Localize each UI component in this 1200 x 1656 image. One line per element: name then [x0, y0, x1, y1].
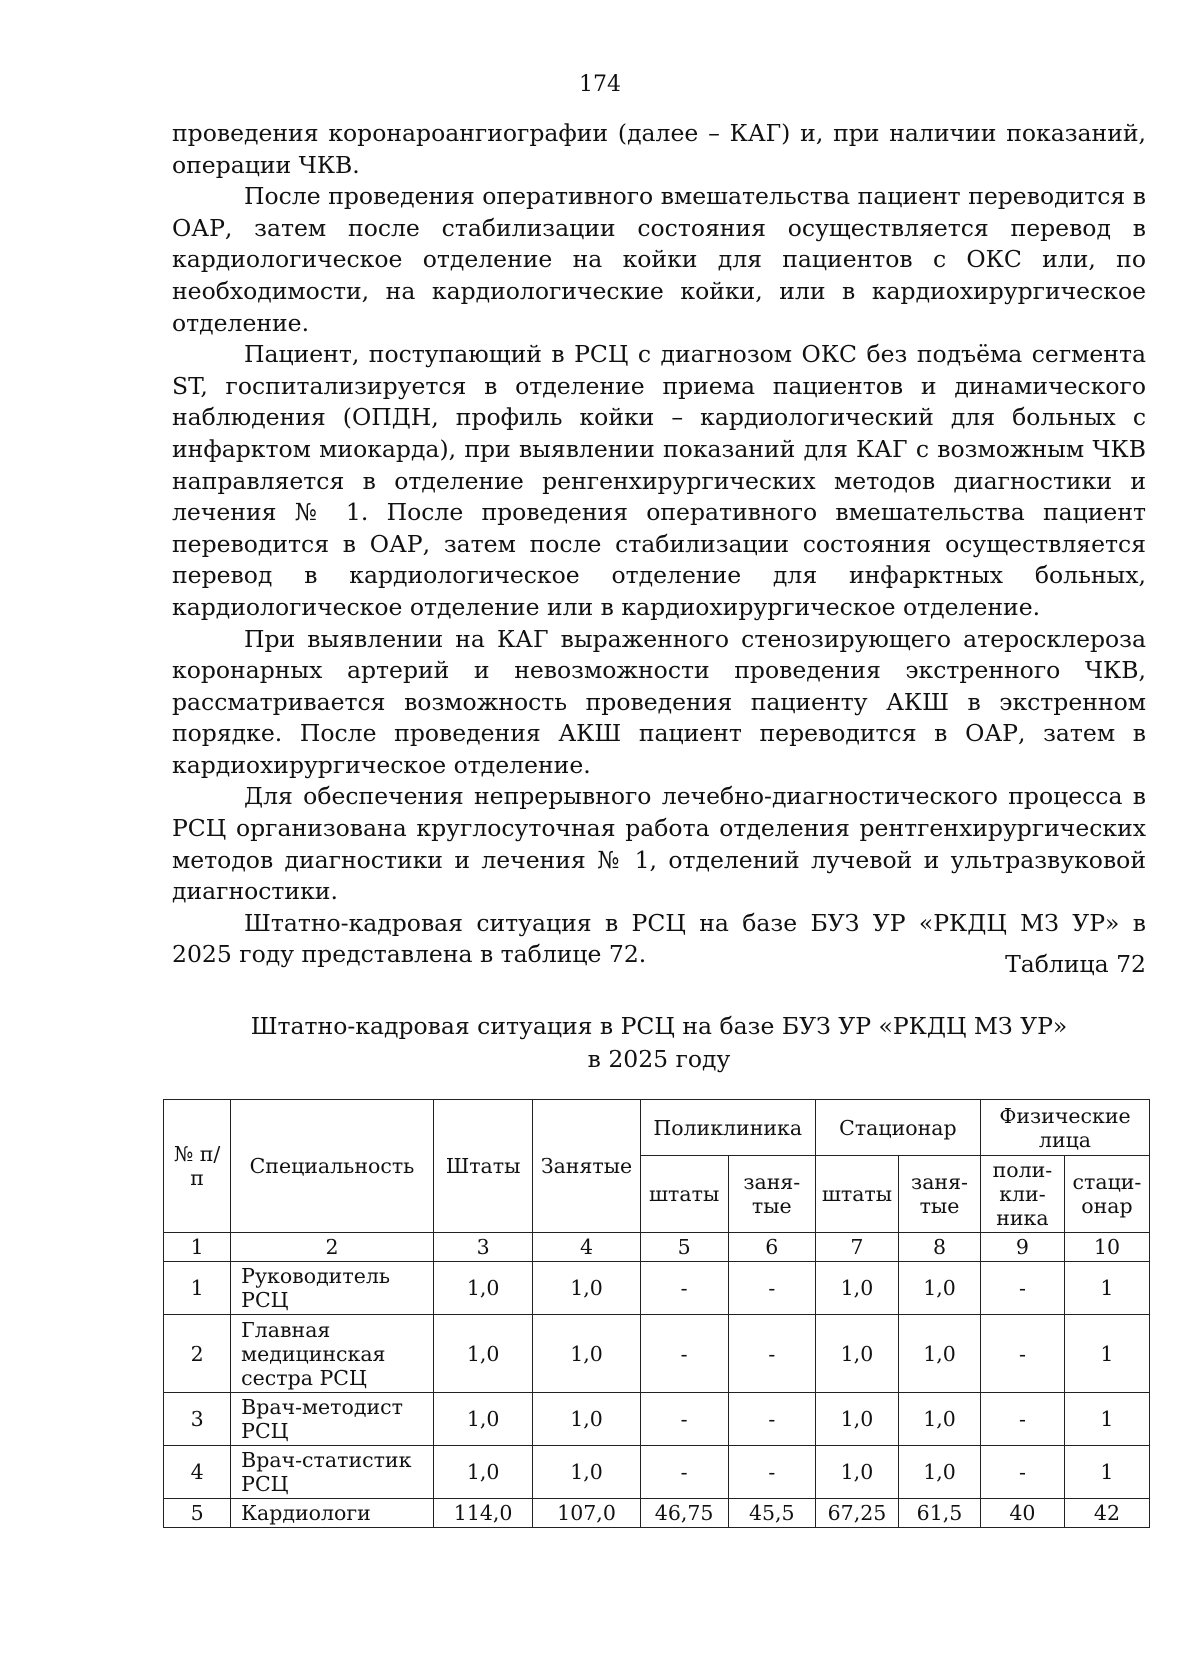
- table-label: Таблица 72: [1005, 950, 1146, 978]
- row-poly-occupied: 45,5: [728, 1499, 815, 1528]
- header-poly-occupied: заня-тые: [728, 1156, 815, 1233]
- header-hosp-staff: штаты: [815, 1156, 898, 1233]
- table-row: [164, 1499, 1150, 1528]
- row-hosp-staff: 1,0: [815, 1446, 898, 1499]
- row-hosp-occupied: 1,0: [899, 1393, 981, 1446]
- paragraph: Для обеспечения непрерывного лечебно-диагностического процесса в РСЦ организована круглосуточная работа отделения рентгенхирургических методов диагностики и лечения № 1, отделений лучевой и ультразвуковой диагностики.: [172, 782, 1146, 906]
- row-ind-poly: -: [980, 1315, 1064, 1393]
- header-hosp-occupied: заня-тые: [899, 1156, 981, 1233]
- row-hosp-staff: 1,0: [815, 1393, 898, 1446]
- column-number: 10: [1064, 1233, 1149, 1262]
- row-poly-occupied: -: [728, 1393, 815, 1446]
- row-staff: 114,0: [433, 1499, 533, 1528]
- row-hosp-occupied: 1,0: [899, 1446, 981, 1499]
- row-specialty: Главная медицинская сестра РСЦ: [231, 1315, 434, 1393]
- column-number: 1: [164, 1233, 231, 1262]
- row-ind-hosp: 1: [1064, 1393, 1149, 1446]
- row-specialty: Врач-статистик РСЦ: [231, 1446, 434, 1499]
- row-staff: 1,0: [433, 1446, 533, 1499]
- row-poly-staff: -: [640, 1393, 728, 1446]
- staffing-table: [163, 1099, 1150, 1528]
- column-number: 8: [899, 1233, 981, 1262]
- row-occupied: 1,0: [533, 1262, 640, 1315]
- column-number-row: [164, 1233, 1150, 1262]
- column-number: 7: [815, 1233, 898, 1262]
- header-ind-poly: поли-кли-ника: [980, 1156, 1064, 1233]
- row-specialty: Кардиологи: [231, 1499, 434, 1528]
- row-ind-hosp: 1: [1064, 1262, 1149, 1315]
- column-number: 3: [433, 1233, 533, 1262]
- column-number: 2: [231, 1233, 434, 1262]
- row-ind-hosp: 1: [1064, 1446, 1149, 1499]
- row-occupied: 107,0: [533, 1499, 640, 1528]
- row-ind-poly: 40: [980, 1499, 1064, 1528]
- row-hosp-staff: 67,25: [815, 1499, 898, 1528]
- row-num: 1: [164, 1262, 231, 1315]
- header-ind-hosp: стаци-онар: [1064, 1156, 1149, 1233]
- header-specialty: Специальность: [231, 1100, 434, 1233]
- row-specialty: Руководитель РСЦ: [231, 1262, 434, 1315]
- row-poly-occupied: -: [728, 1262, 815, 1315]
- paragraph: При выявлении на КАГ выраженного стенозирующего атеросклероза коронарных артерий и невозможности проведения экстренного ЧКВ, рассматривается возможность проведения пациенту АКШ в экстренном порядке. После проведения АКШ пациент переводится в ОАР, затем в кардиохирургическое отделение.: [172, 624, 1146, 779]
- table-row: [164, 1446, 1150, 1499]
- row-ind-poly: -: [980, 1262, 1064, 1315]
- header-poly-staff: штаты: [640, 1156, 728, 1233]
- column-number: 6: [728, 1233, 815, 1262]
- row-poly-staff: -: [640, 1262, 728, 1315]
- row-poly-staff: 46,75: [640, 1499, 728, 1528]
- header-polyclinic: Поликлиника: [640, 1100, 815, 1156]
- row-poly-staff: -: [640, 1446, 728, 1499]
- row-poly-occupied: -: [728, 1446, 815, 1499]
- column-number: 9: [980, 1233, 1064, 1262]
- row-num: 5: [164, 1499, 231, 1528]
- paragraph: После проведения оперативного вмешательства пациент переводится в ОАР, затем после стабилизации состояния осуществляется перевод в кардиологическое отделение на койки для пациентов с ОКС или, по необходимости, на кардиологические койки, или в кардиохирургическое отделение.: [172, 182, 1146, 337]
- row-hosp-staff: 1,0: [815, 1262, 898, 1315]
- row-hosp-staff: 1,0: [815, 1315, 898, 1393]
- row-specialty: Врач-методист РСЦ: [231, 1393, 434, 1446]
- table-row: [164, 1315, 1150, 1393]
- column-number: 4: [533, 1233, 640, 1262]
- table-title-line1: Штатно-кадровая ситуация в РСЦ на базе БУЗ УР «РКДЦ МЗ УР»: [250, 1012, 1068, 1040]
- row-ind-hosp: 1: [1064, 1315, 1149, 1393]
- row-poly-occupied: -: [728, 1315, 815, 1393]
- row-num: 3: [164, 1393, 231, 1446]
- row-staff: 1,0: [433, 1393, 533, 1446]
- row-num: 2: [164, 1315, 231, 1393]
- row-occupied: 1,0: [533, 1446, 640, 1499]
- row-occupied: 1,0: [533, 1315, 640, 1393]
- row-hosp-occupied: 1,0: [899, 1315, 981, 1393]
- row-ind-poly: -: [980, 1393, 1064, 1446]
- row-hosp-occupied: 61,5: [899, 1499, 981, 1528]
- header-individuals: Физические лица: [980, 1100, 1149, 1156]
- paragraph: Пациент, поступающий в РСЦ с диагнозом ОКС без подъёма сегмента ST, госпитализируется в отделение приема пациентов и динамического наблюдения (ОПДН, профиль койки – кардиологический для больных с инфарктом миокарда), при выявлении показаний для КАГ с возможным ЧКВ направляется в отделение ренгенхирургических методов диагностики и лечения № 1. После проведения оперативного вмешательства пациент переводится в ОАР, затем после стабилизации состояния осуществляется перевод в кардиологическое отделение для инфарктных больных, кардиологическое отделение или в кардиохирургическое отделение.: [172, 340, 1146, 621]
- row-ind-poly: -: [980, 1446, 1064, 1499]
- paragraph: проведения коронароангиографии (далее – КАГ) и, при наличии показаний, операции ЧКВ.: [172, 119, 1146, 179]
- row-occupied: 1,0: [533, 1393, 640, 1446]
- row-poly-staff: -: [640, 1315, 728, 1393]
- table-title-line2: в 2025 году: [587, 1045, 731, 1073]
- table-row: [164, 1262, 1150, 1315]
- row-hosp-occupied: 1,0: [899, 1262, 981, 1315]
- column-number: 5: [640, 1233, 728, 1262]
- header-num: № п/п: [164, 1100, 231, 1233]
- table-title: [172, 1010, 1146, 1076]
- header-occupied: Занятые: [533, 1100, 640, 1233]
- row-staff: 1,0: [433, 1262, 533, 1315]
- page-number: 174: [579, 72, 621, 97]
- row-staff: 1,0: [433, 1315, 533, 1393]
- header-staff: Штаты: [433, 1100, 533, 1233]
- row-ind-hosp: 42: [1064, 1499, 1149, 1528]
- body-text: [172, 118, 1146, 971]
- row-num: 4: [164, 1446, 231, 1499]
- table-row: [164, 1393, 1150, 1446]
- header-hospital: Стационар: [815, 1100, 980, 1156]
- paragraph: Штатно-кадровая ситуация в РСЦ на базе БУЗ УР «РКДЦ МЗ УР» в 2025 году представлена в таблице 72.: [172, 908, 1146, 969]
